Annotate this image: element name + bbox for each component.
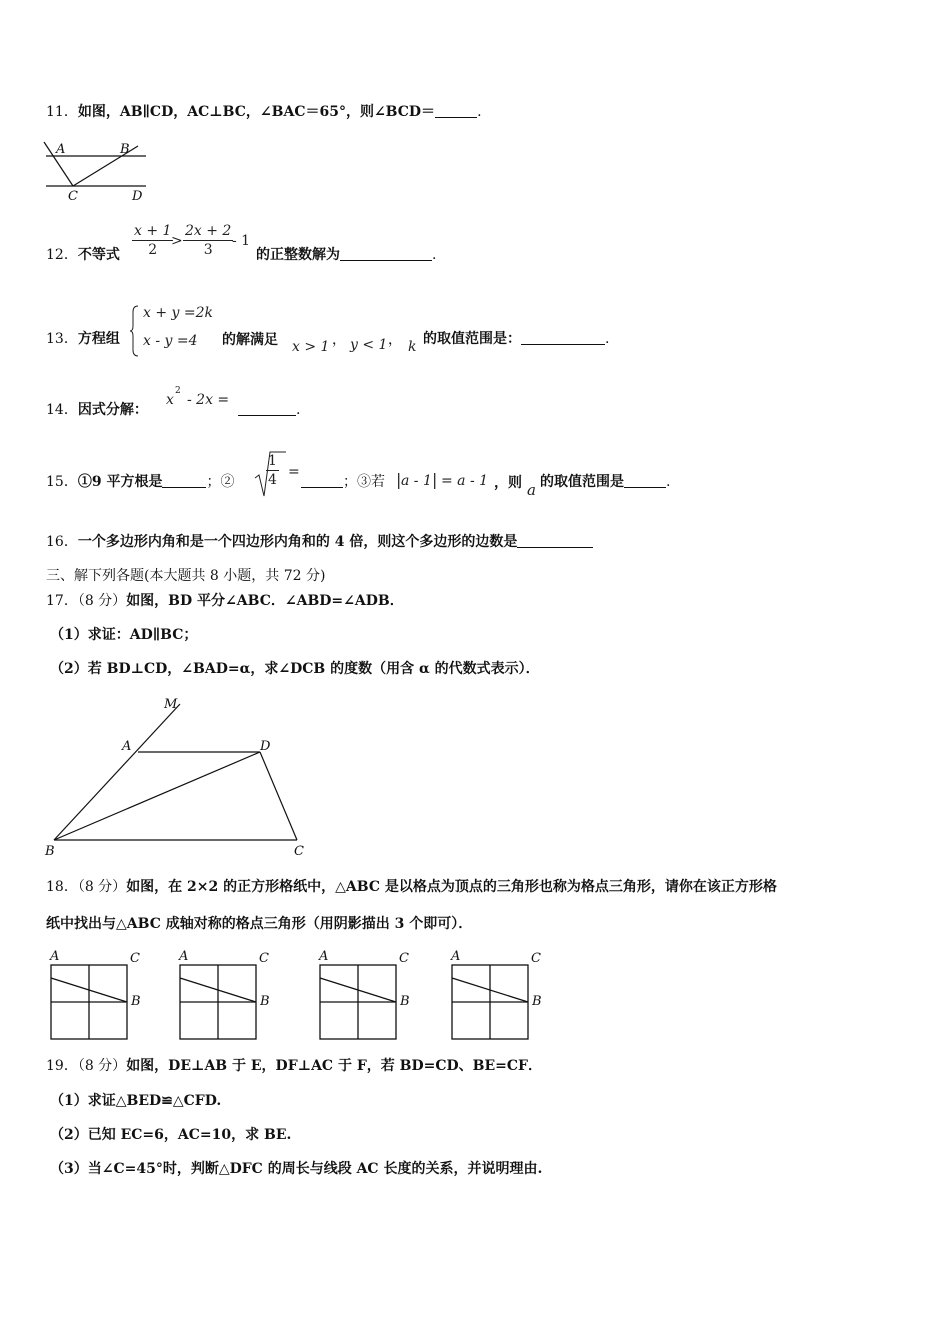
q11-text: 如图，AB∥CD，AC⊥BC，∠BAC＝65°，则∠BCD＝ xyxy=(77,104,436,120)
q14-expr: x xyxy=(166,392,174,408)
q11-label-b: B xyxy=(120,142,130,157)
q17-figure xyxy=(40,692,320,862)
q18-g1-label-c: C xyxy=(130,951,140,966)
q13-mid: 的解满足 xyxy=(222,332,278,348)
q12-minus: - 1 xyxy=(232,233,251,249)
q18-g3-label-b: B xyxy=(400,994,410,1009)
q14-line xyxy=(46,400,148,420)
q19-text: 如图，DE⊥AB 于 E，DF⊥AC 于 F，若 BD=CD、BE=CF． xyxy=(126,1058,542,1074)
q11-answer-blank[interactable] xyxy=(435,103,477,118)
q15-line xyxy=(46,472,234,492)
q19-sub-2: （2）已知 EC=6，AC=10，求 BE. xyxy=(50,1127,292,1143)
q12-fraction-2 xyxy=(183,222,233,259)
q13-condition-2: y < 1 xyxy=(350,337,388,353)
q19-number: 19． xyxy=(46,1058,78,1074)
q18-grid-4 xyxy=(451,948,551,1043)
q15-part-5: ，则 xyxy=(494,475,522,491)
q18-number: 18． xyxy=(46,879,78,895)
q17-label-c: C xyxy=(294,844,304,859)
q13-sep: ， xyxy=(332,332,346,348)
q16-text: 一个多边形内角和是一个四边形内角和的 4 倍，则这个多边形的边数是 xyxy=(77,534,518,550)
q11-figure xyxy=(40,138,160,204)
q14-sup: 2 xyxy=(175,386,181,396)
q14-tail xyxy=(238,400,300,420)
q15-fraction xyxy=(266,452,279,489)
q13-post: 的取值范围是： xyxy=(423,331,521,347)
q13-k: k xyxy=(408,339,417,355)
q18-g4-label-a: A xyxy=(451,949,461,964)
q12-number: 12． xyxy=(46,247,78,263)
q15-part-4: = a - 1 xyxy=(441,473,489,489)
q15-end: . xyxy=(666,474,671,490)
q15-number: 15． xyxy=(46,474,78,490)
q13-condition-1: x > 1 xyxy=(292,339,330,355)
q15-blank-3[interactable] xyxy=(624,473,666,488)
q13-pre: 方程组 xyxy=(77,331,120,347)
q11-line xyxy=(46,102,482,122)
q14-answer-blank[interactable] xyxy=(238,401,296,416)
q15-abs-left: | xyxy=(396,470,402,489)
q17-label-a: A xyxy=(122,739,132,754)
q17-sub-1: （1）求证：AD∥BC； xyxy=(50,627,198,643)
q13-sep2: ， xyxy=(388,332,402,348)
q18-grid-1 xyxy=(50,948,150,1043)
q12-f1-num: x + 1 xyxy=(134,223,172,239)
q18-text-1: 如图，在 2×2 的正方形格纸中，△ABC 是以格点为顶点的三角形也称为格点三角形，请你在该正方形格 xyxy=(126,879,777,895)
q17-sub-2: （2）若 BD⊥CD，∠BAD=α，求∠DCB 的度数（用含 α 的代数式表示）． xyxy=(50,661,540,677)
q15-abs-right: | xyxy=(432,470,438,489)
q15-eq: = xyxy=(288,464,300,480)
q17-line xyxy=(46,591,404,611)
q13-equation-1: x + y =2k xyxy=(143,305,214,321)
q13-tail xyxy=(423,329,609,349)
q12-pre: 不等式 xyxy=(77,247,120,263)
q16-number: 16． xyxy=(46,534,78,550)
q13-end: . xyxy=(605,331,610,347)
q15-blank-1[interactable] xyxy=(162,473,206,488)
q13-brace-icon xyxy=(130,304,140,358)
q13-answer-blank[interactable] xyxy=(521,330,605,345)
q15-part-3: ；③若 xyxy=(343,474,385,490)
q17-label-b: B xyxy=(45,844,55,859)
q18-g4-label-c: C xyxy=(531,951,541,966)
q19-sub-3: （3）当∠C=45°时，判断△DFC 的周长与线段 AC 长度的关系，并说明理由. xyxy=(50,1161,543,1177)
q13-number: 13． xyxy=(46,331,78,347)
q16-answer-blank[interactable] xyxy=(517,533,593,548)
q15-abs-expr: a - 1 xyxy=(401,473,432,489)
q13-equation-2: x - y =4 xyxy=(143,333,198,349)
q18-g2-label-c: C xyxy=(259,951,269,966)
q12-line xyxy=(46,245,120,265)
q12-answer-blank[interactable] xyxy=(340,246,432,261)
q11-end: . xyxy=(477,104,482,120)
q14-number: 14． xyxy=(46,402,78,418)
q15-part-1: ①9 平方根是 xyxy=(77,474,163,490)
q18-g3-label-c: C xyxy=(399,951,409,966)
q15-tail xyxy=(301,472,385,492)
q12-f2-den: 3 xyxy=(203,242,213,258)
q12-tail xyxy=(256,245,436,265)
q12-post: 的正整数解为 xyxy=(256,247,340,263)
q17-label-d: D xyxy=(260,739,271,754)
q13-line xyxy=(46,329,120,349)
q18-line-2: 纸中找出与△ABC 成轴对称的格点三角形（用阴影描出 3 个即可）． xyxy=(46,916,473,932)
q14-end: . xyxy=(296,402,301,418)
q15-frac-num: 1 xyxy=(268,453,277,469)
q12-f2-num: 2x + 2 xyxy=(185,223,232,239)
q11-label-c: C xyxy=(68,189,78,204)
q18-g1-label-b: B xyxy=(131,994,141,1009)
q18-score: （8 分） xyxy=(77,879,127,895)
q12-fraction-1 xyxy=(132,222,173,259)
q18-g3-label-a: A xyxy=(319,949,329,964)
q19-score: （8 分） xyxy=(77,1058,127,1074)
q14-pre: 因式分解： xyxy=(77,402,148,418)
q15-tail-2 xyxy=(540,472,670,492)
q15-frac-den: 4 xyxy=(268,472,277,488)
q18-line-1 xyxy=(46,877,777,897)
q18-g2-label-b: B xyxy=(260,994,270,1009)
q18-grid-3 xyxy=(319,948,419,1043)
q17-number: 17． xyxy=(46,593,78,609)
q18-grid-2 xyxy=(179,948,279,1043)
q12-end: . xyxy=(432,247,437,263)
q15-part-6: 的取值范围是 xyxy=(540,474,624,490)
q12-gt: > xyxy=(171,233,183,249)
q11-label-d: D xyxy=(132,189,143,204)
section-3-title: 三、解下列各题(本大题共 8 小题，共 72 分) xyxy=(46,568,326,584)
q19-line xyxy=(46,1056,542,1076)
q15-part-2: ；② xyxy=(206,474,235,490)
q11-label-a: A xyxy=(56,142,66,157)
q17-label-m: M xyxy=(164,697,178,712)
q16-line xyxy=(46,532,593,552)
q12-f1-den: 2 xyxy=(148,242,158,258)
q11-number: 11． xyxy=(46,104,78,120)
q15-var-a: a xyxy=(527,481,536,499)
q15-blank-2[interactable] xyxy=(301,473,343,488)
q17-text: 如图，BD 平分∠ABC．∠ABD=∠ADB． xyxy=(126,593,404,609)
q14-rest: - 2x = xyxy=(187,392,230,408)
q19-sub-1: （1）求证△BED≌△CFD. xyxy=(50,1093,222,1109)
q18-g1-label-a: A xyxy=(50,949,60,964)
q18-g2-label-a: A xyxy=(179,949,189,964)
q17-score: （8 分） xyxy=(77,593,127,609)
q18-g4-label-b: B xyxy=(532,994,542,1009)
